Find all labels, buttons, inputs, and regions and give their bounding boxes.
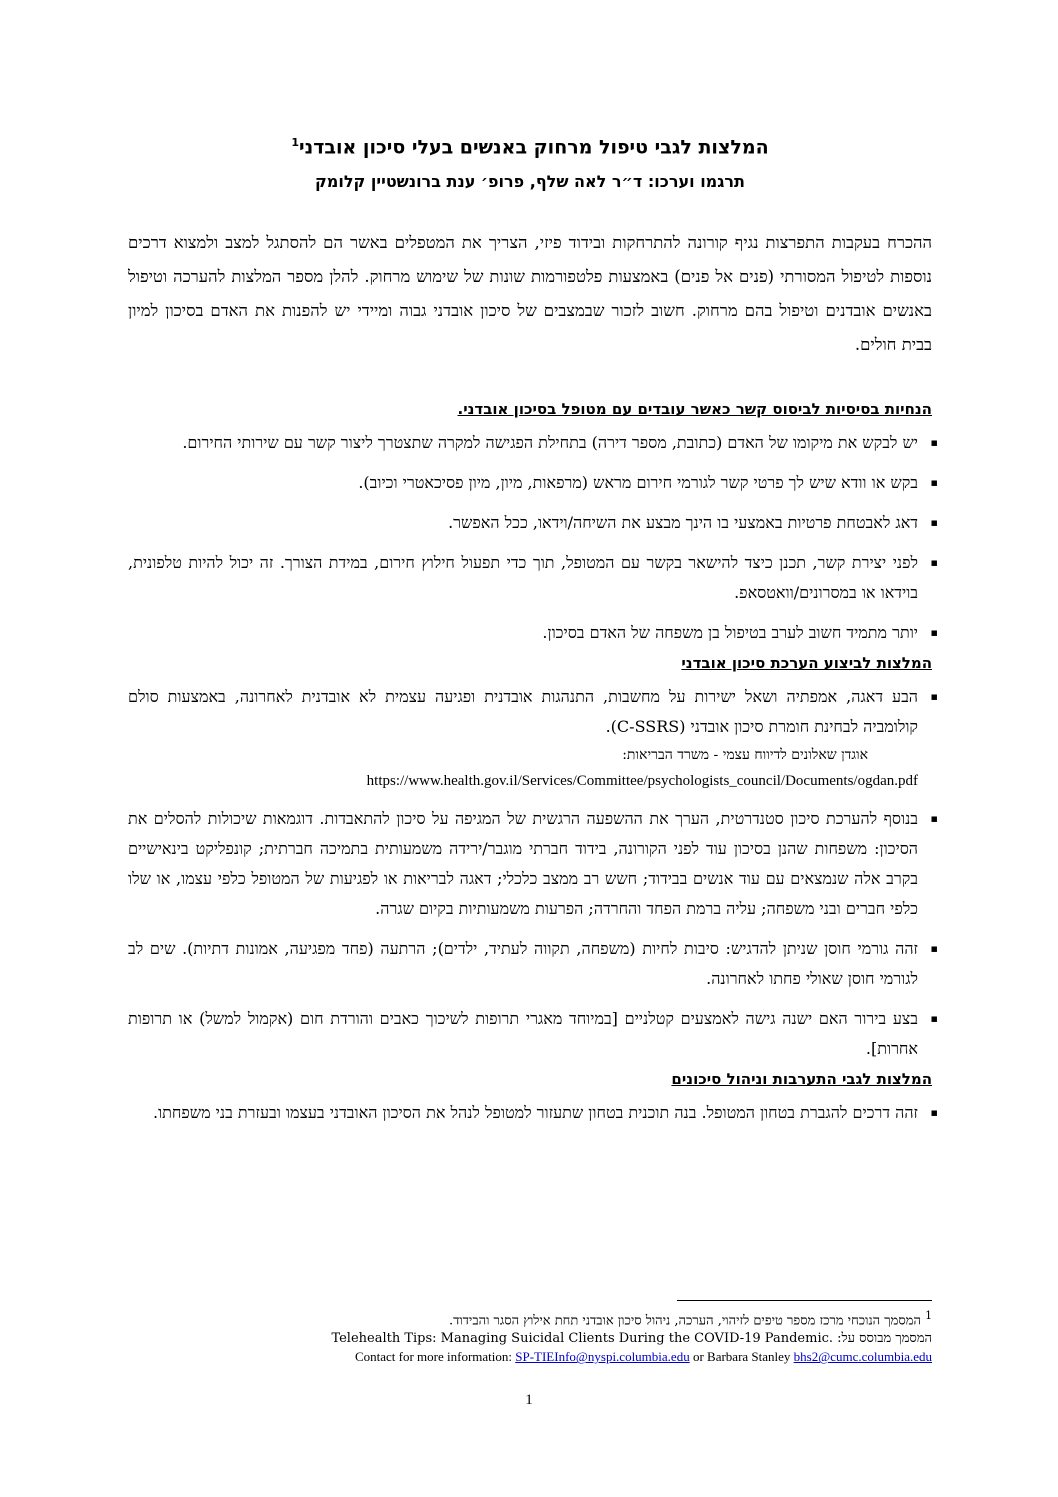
section-heading-risk-assessment: המלצות לביצוע הערכת סיכון אובדני xyxy=(681,654,932,673)
document-subtitle: תרגמו וערכו: ד״ר לאה שלף, פרופ׳ ענת ברונשטיין קלומק xyxy=(315,172,745,192)
footnotes xyxy=(128,1300,932,1366)
questionnaire-url[interactable]: https://www.health.gov.il/Services/Committee/psychologists_council/Documents/ogdan.pdf xyxy=(366,773,918,790)
document-title xyxy=(128,128,932,162)
questionnaire-note: אוגדן שאלונים לדיווח עצמי - משרד הבריאות: xyxy=(622,747,868,764)
intervention-list xyxy=(128,1098,938,1128)
basic-guidelines-list xyxy=(128,428,938,648)
bullet-icon: ▪ xyxy=(930,436,938,450)
risk-assessment-list xyxy=(128,682,938,1064)
bullet-icon: ▪ xyxy=(930,1012,938,1026)
list-item: ▪ לפני יצירת קשר, תכנן כיצד להישאר בקשר עם המטופל, תוך כדי תפעול חילוץ חירום, במידת הצורך. זה יכול להיות טלפונית, בוידאו או במסרונים/וואטסאפ. xyxy=(128,548,932,608)
title-text: המלצות לגבי טיפול מרחוק באנשים בעלי סיכון אובדני xyxy=(299,136,769,159)
bullet-icon: ▪ xyxy=(930,516,938,530)
document-page xyxy=(128,118,938,1138)
intro-paragraph: ההכרח בעקבות התפרצות נגיף קורונה להתרחקות ובידוד פיזי, הצריך את המטפלים באשר הם להסתגל למצב ולמצוא דרכים נוספות לטיפול המסורתי (פנים אל פנים) באמצעות פלטפורמות שונות של שימוש מרחוק. להלן מספר המלצות להערכה וטיפול באנשים אובדנים וטיפול בהם מרחוק. חשוב לזכור שבמצבים של סיכון אובדני גבוה ומיידי יש להפנות את האדם בסיכון למיון בבית חולים. xyxy=(128,233,932,355)
list-item: ▪ יותר מתמיד חשוב לערב בטיפול בן משפחה של האדם בסיכון. xyxy=(128,618,932,648)
footnote-mark: 1 xyxy=(925,1309,932,1322)
bullet-icon: ▪ xyxy=(930,942,938,956)
footnote-line-1: $^1$ המסמך הנוכחי מרכז מספר טיפים לזיהוי, הערכה, ניהול סיכון אובדני תחת אילוץ הסגר והבידוד. xyxy=(448,1309,932,1329)
section-heading-intervention: המלצות לגבי התערבות וניהול סיכונים xyxy=(671,1070,932,1089)
title-footnote-mark[interactable]: 1 xyxy=(291,136,299,149)
bullet-icon: ▪ xyxy=(930,476,938,490)
bullet-icon: ▪ xyxy=(930,626,938,640)
bullet-icon: ▪ xyxy=(930,690,938,704)
bullet-icon: ▪ xyxy=(930,812,938,826)
footnote-line-3: Contact for more information: SP-TIEInfo@nyspi.columbia.edu or Barbara Stanley bhs2@cumc.columbia.edu xyxy=(354,1349,932,1365)
list-item: ▪ זהה דרכים להגברת בטחון המטופל. בנה תוכנית בטחון שתעזור למטופל לנהל את הסיכון האובדני בעצמו ובעזרת בני משפחתו. xyxy=(128,1098,932,1128)
list-item: ▪ יש לבקש את מיקומו של האדם (כתובת, מספר דירה) בתחילת הפגישה למקרה שתצטרך ליצור קשר עם שירותי החירום. xyxy=(128,428,932,458)
list-item: ▪ דאג לאבטחת פרטיות באמצעי בו הינך מבצע את השיחה/וידאו, ככל האפשר. xyxy=(128,508,932,538)
email-link-stanley[interactable]: bhs2@cumc.columbia.edu xyxy=(793,1349,932,1365)
email-link-tie[interactable]: SP-TIEInfo@nyspi.columbia.edu xyxy=(515,1349,690,1365)
list-item: ▪ הבע דאגה, אמפתיה ושאל ישירות על מחשבות, התנהגות אובדנית ופגיעה עצמית לא אובדנית לאחרונה, באמצעות סולם קולומביה לבחינת חומרת סיכון אובדני (C-SSRS). אוגדן שאלונים לדיווח עצמי - משרד הבריאות: https://www.health.gov.il/Services/Committee/psychologists_council/Documents/ogdan.pdf xyxy=(128,682,932,794)
footnote-divider xyxy=(677,1300,932,1301)
footnote-line-2: המסמך מבוסס על: Telehealth Tips: Managing Suicidal Clients During the COVID-19 Pandemic. xyxy=(331,1331,932,1347)
list-item: ▪ זהה גורמי חוסן שניתן להדגיש: סיבות לחיות (משפחה, תקווה לעתיד, ילדים); הרתעה (פחד מפגיעה, אמונות דתיות). שים לב לגורמי חוסן שאולי פחתו לאחרונה. xyxy=(128,934,932,994)
page-number: 1 xyxy=(525,1392,533,1408)
bullet-icon: ▪ xyxy=(930,556,938,570)
list-item: ▪ בצע בירור האם ישנה גישה לאמצעים קטלניים [במיוחד מאגרי תרופות לשיכוך כאבים והורדת חום (אקמול למשל) או תרופות אחרות]. xyxy=(128,1004,932,1064)
source-title: Telehealth Tips: Managing Suicidal Clients During the COVID-19 Pandemic. xyxy=(331,1331,834,1347)
bullet-icon: ▪ xyxy=(930,1106,938,1120)
list-item: ▪ בנוסף להערכת סיכון סטנדרטית, הערך את ההשפעה הרגשית של המגיפה על סיכון להתאבדות. דוגמאות שיכולות להסלים את הסיכון: משפחות שהנן בסיכון עוד לפני הקורונה, בידוד חברתי מוגבר/ירידה משמעותית בתמיכה חברתית; קונפליקט בינאישיים בקרב אלה שנמצאים עם עוד אנשים בבידוד; חשש רב ממצב כלכלי; דאגה לבריאות או לפגיעות של המטופל כלפי עצמו, או שלו כלפי חברים ובני משפחה; עליה ברמת הפחד והחרדה; הפרעות משמעותיות בקיום שגרה. xyxy=(128,804,932,924)
section-heading-basic-guidelines: הנחיות בסיסיות לביסוס קשר כאשר עובדים עם מטופל בסיכון אובדני. xyxy=(457,400,932,419)
list-item: ▪ בקש או וודא שיש לך פרטי קשר לגורמי חירום מראש (מרפאות, מיון, מיון פסיכאטרי וכיוב). xyxy=(128,468,932,498)
